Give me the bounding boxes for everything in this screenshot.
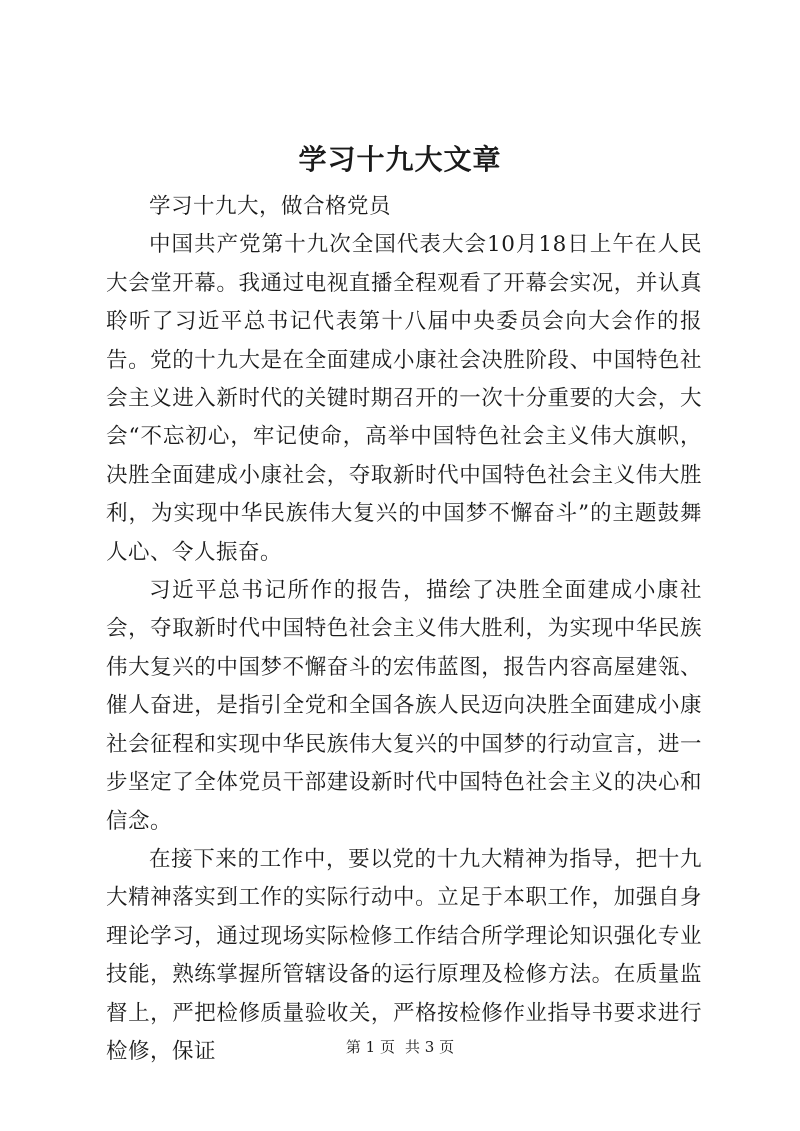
- subtitle-paragraph: 学习十九大，做合格党员: [149, 194, 392, 219]
- page-number: 第 1 页: [345, 1038, 395, 1056]
- page-total: 共 3 页: [405, 1038, 455, 1056]
- document-title: 学习十九大文章: [298, 143, 502, 176]
- body-paragraph: 习近平总书记所作的报告，描绘了决胜全面建成小康社会，夺取新时代中国特色社会主义伟大胜利，为实现中华民族伟大复兴的中国梦不懈奋斗的宏伟蓝图，报告内容高屋建瓴、催人奋进，是指引全党和全国各族人民迈向决胜全面建成小康社会征程和实现中华民族伟大复兴的中国梦的行动宣言，进一步坚定了全体党员干部建设新时代中国特色社会主义的决心和信念。: [106, 578, 702, 834]
- body-paragraph: 中国共产党第十九次全国代表大会10月18日上午在人民大会堂开幕。我通过电视直播全程观看了开幕会实况，并认真聆听了习近平总书记代表第十八届中央委员会向大会作的报告。党的十九大是在全面建成小康社会决胜阶段、中国特色社会主义进入新时代的关键时期召开的一次十分重要的大会，大会“不忘初心，牢记使命，高举中国特色社会主义伟大旗帜，决胜全面建成小康社会，夺取新时代中国特色社会主义伟大胜利，为实现中华民族伟大复兴的中国梦不懈奋斗”的主题鼓舞人心、令人振奋。: [106, 232, 702, 565]
- page-footer: [0, 1036, 800, 1058]
- document-body: [106, 188, 702, 1071]
- body-paragraph: 在接下来的工作中，要以党的十九大精神为指导，把十九大精神落实到工作的实际行动中。立足于本职工作，加强自身理论学习，通过现场实际检修工作结合所学理论知识强化专业技能，熟练掌握所管辖设备的运行原理及检修方法。在质量监督上，严把检修质量验收关，严格按检修作业指导书要求进行检修，保证: [106, 846, 702, 1064]
